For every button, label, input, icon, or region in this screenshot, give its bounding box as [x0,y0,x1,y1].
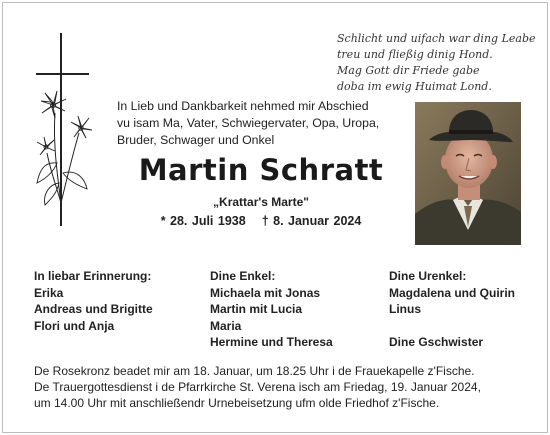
cross-with-edelweiss-icon [33,33,101,228]
intro-line: Bruder, Schwager und Onkel [117,133,275,147]
intro-text [117,98,407,149]
poem-line: treu und fließig dinig Hond. [337,48,493,61]
mourner-line: Andreas und Brigitte [34,302,153,316]
notice-frame [2,2,548,433]
mourner-line: Michaela mit Jonas [210,285,321,300]
mourner-line [389,318,515,335]
deceased-nickname: „Krattar's Marte" [213,195,309,209]
poem-line: Mag Gott dir Friede gabe [337,64,480,77]
service-line: De Trauergottesdienst i de Pfarrkirche St. Verena isch am Friedag, 19. Januar 2024, [34,380,481,394]
mourner-line: Hermine und Theresa [210,335,333,349]
mourner-line: Flori und Anja [34,318,115,333]
intro-line: In Lieb und Dankbarkeit nehmed mir Abschied [117,99,369,113]
mourner-line: In liebar Erinnerung: [34,269,152,283]
mourners-column-grandchildren [210,268,333,351]
service-line: um 14.00 Uhr mit anschließendr Urnebeisetzung ufm olde Friedhof z'Fische. [34,396,440,410]
mourner-line: Dine Urenkel: [389,269,467,283]
mourner-line: Martin mit Lucia [210,302,303,316]
mourner-line: Maria [210,318,242,333]
deceased-name: Martin Schratt [138,153,384,187]
poem-line: Schlicht und uifach war ding Leabe [337,32,536,45]
life-dates [111,214,411,228]
poem-line: doba im ewig Huimat Lond. [337,80,492,93]
mourner-line: Erika [34,285,64,300]
mourner-line: Linus [389,302,421,316]
mourners-column-great-grandchildren [389,268,515,351]
poem [337,31,547,95]
intro-line: vu isam Ma, Vater, Schwiegervater, Opa, Uropa, [117,116,380,130]
service-line: De Rosekronz beadet mir am 18. Januar, um 18.25 Uhr i de Frauekapelle z'Fische. [34,364,475,378]
portrait-photo [415,102,521,245]
mourners-column-family [34,268,153,334]
mourner-line: Magdalena und Quirin [389,285,516,300]
mourner-line: Dine Gschwister [389,335,484,349]
death-date: † 8. Januar 2024 [261,214,362,228]
service-details [34,363,534,411]
mourner-line: Dine Enkel: [210,269,276,283]
birth-date: * 28. Juli 1938 [160,214,246,228]
